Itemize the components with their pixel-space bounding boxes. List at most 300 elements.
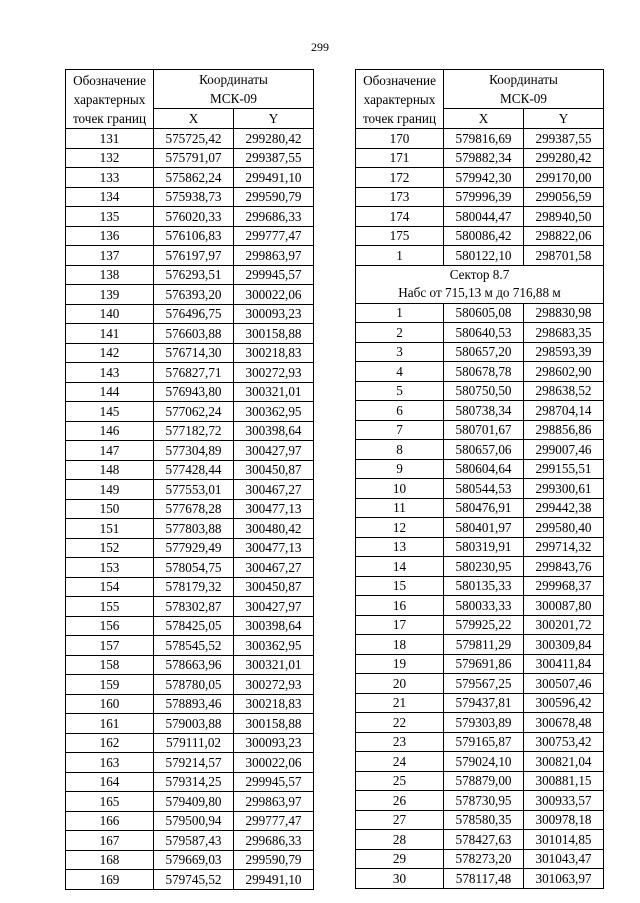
point-number-cell: 173 <box>356 187 444 207</box>
point-number-cell: 149 <box>66 480 154 500</box>
x-coordinate-cell: 579165,87 <box>444 732 524 752</box>
x-coordinate-cell: 580033,33 <box>444 596 524 616</box>
x-coordinate-cell: 576827,71 <box>154 363 234 383</box>
y-coordinate-cell: 299863,97 <box>234 792 314 812</box>
y-coordinate-cell: 299686,33 <box>234 207 314 227</box>
x-coordinate-cell: 576943,80 <box>154 382 234 402</box>
y-coordinate-cell: 299590,79 <box>234 850 314 870</box>
table-row <box>66 538 314 558</box>
x-coordinate-cell: 576714,30 <box>154 343 234 363</box>
point-number-cell: 131 <box>66 129 154 149</box>
x-coordinate-cell: 578054,75 <box>154 558 234 578</box>
x-coordinate-cell: 576020,33 <box>154 207 234 227</box>
x-coordinate-cell: 580750,50 <box>444 381 524 401</box>
x-coordinate-cell: 579003,88 <box>154 714 234 734</box>
x-coordinate-cell: 578730,95 <box>444 791 524 811</box>
x-coordinate-cell: 579745,52 <box>154 870 234 890</box>
y-coordinate-cell: 299491,10 <box>234 168 314 188</box>
point-number-cell: 1 <box>356 303 444 323</box>
y-coordinate-cell: 300309,84 <box>524 635 604 655</box>
x-coordinate-cell: 580678,78 <box>444 362 524 382</box>
y-coordinate-cell: 300321,01 <box>234 655 314 675</box>
y-coordinate-cell: 300362,95 <box>234 402 314 422</box>
point-number-cell: 18 <box>356 635 444 655</box>
point-number-cell: 147 <box>66 441 154 461</box>
y-coordinate-cell: 300398,64 <box>234 616 314 636</box>
x-coordinate-cell: 576197,97 <box>154 246 234 266</box>
point-number-cell: 132 <box>66 148 154 168</box>
point-number-cell: 175 <box>356 226 444 246</box>
x-coordinate-cell: 576496,75 <box>154 304 234 324</box>
point-number-cell: 14 <box>356 557 444 577</box>
y-coordinate-cell: 300881,15 <box>524 771 604 791</box>
table-row <box>356 303 604 323</box>
table-row <box>66 207 314 227</box>
point-number-cell: 10 <box>356 479 444 499</box>
table-row <box>66 402 314 422</box>
point-number-cell: 148 <box>66 460 154 480</box>
point-number-cell: 155 <box>66 597 154 617</box>
point-number-cell: 7 <box>356 420 444 440</box>
y-coordinate-cell: 300321,01 <box>234 382 314 402</box>
x-coordinate-cell: 579816,69 <box>444 129 524 149</box>
header-point-label <box>66 70 154 129</box>
x-coordinate-cell: 579500,94 <box>154 811 234 831</box>
header-coordinates <box>444 70 604 109</box>
y-coordinate-cell: 300093,23 <box>234 304 314 324</box>
table-row <box>66 441 314 461</box>
point-number-cell: 140 <box>66 304 154 324</box>
table-row <box>66 265 314 285</box>
point-number-cell: 165 <box>66 792 154 812</box>
table-row <box>66 577 314 597</box>
point-number-cell: 146 <box>66 421 154 441</box>
table-row <box>356 187 604 207</box>
table-row <box>356 752 604 772</box>
y-coordinate-cell: 300272,93 <box>234 363 314 383</box>
table-row <box>66 246 314 266</box>
y-coordinate-cell: 300753,42 <box>524 732 604 752</box>
point-number-cell: 1 <box>356 246 444 266</box>
x-coordinate-cell: 580044,47 <box>444 207 524 227</box>
point-number-cell: 23 <box>356 732 444 752</box>
y-coordinate-cell: 299280,42 <box>524 148 604 168</box>
point-number-cell: 137 <box>66 246 154 266</box>
table-row <box>356 168 604 188</box>
y-coordinate-cell: 298830,98 <box>524 303 604 323</box>
point-number-cell: 159 <box>66 675 154 695</box>
table-row <box>356 596 604 616</box>
table-row <box>66 343 314 363</box>
point-number-cell: 152 <box>66 538 154 558</box>
table-row <box>66 129 314 149</box>
table-row <box>356 810 604 830</box>
x-coordinate-cell: 580604,64 <box>444 459 524 479</box>
y-coordinate-cell: 299590,79 <box>234 187 314 207</box>
y-coordinate-cell: 301043,47 <box>524 849 604 869</box>
x-coordinate-cell: 576603,88 <box>154 324 234 344</box>
point-number-cell: 5 <box>356 381 444 401</box>
table-row <box>356 440 604 460</box>
left-table-body <box>66 129 314 890</box>
y-coordinate-cell: 300022,06 <box>234 753 314 773</box>
table-row <box>66 187 314 207</box>
table-row <box>66 324 314 344</box>
sector-cell <box>356 265 604 303</box>
table-row <box>356 732 604 752</box>
point-number-cell: 166 <box>66 811 154 831</box>
right-coordinates-table <box>355 69 604 889</box>
table-row <box>66 694 314 714</box>
x-coordinate-cell: 579925,22 <box>444 615 524 635</box>
y-coordinate-cell: 300450,87 <box>234 577 314 597</box>
x-coordinate-cell: 578580,35 <box>444 810 524 830</box>
point-number-cell: 28 <box>356 830 444 850</box>
y-coordinate-cell: 299580,40 <box>524 518 604 538</box>
point-number-cell: 170 <box>356 129 444 149</box>
x-coordinate-cell: 580657,20 <box>444 342 524 362</box>
x-coordinate-cell: 577182,72 <box>154 421 234 441</box>
table-row <box>356 381 604 401</box>
point-number-cell: 22 <box>356 713 444 733</box>
table-row <box>356 459 604 479</box>
point-number-cell: 20 <box>356 674 444 694</box>
point-number-cell: 172 <box>356 168 444 188</box>
point-number-cell: 154 <box>66 577 154 597</box>
header-label-line: точек границ <box>362 110 437 126</box>
y-coordinate-cell: 299777,47 <box>234 811 314 831</box>
y-coordinate-cell: 300201,72 <box>524 615 604 635</box>
table-row <box>66 148 314 168</box>
header-coords-line: Координаты <box>489 72 558 87</box>
x-coordinate-cell: 580319,91 <box>444 537 524 557</box>
y-coordinate-cell: 300411,84 <box>524 654 604 674</box>
y-coordinate-cell: 298856,86 <box>524 420 604 440</box>
point-number-cell: 162 <box>66 733 154 753</box>
x-coordinate-cell: 580640,53 <box>444 323 524 343</box>
header-coords-line: Координаты <box>199 72 268 87</box>
y-coordinate-cell: 299170,00 <box>524 168 604 188</box>
y-coordinate-cell: 299968,37 <box>524 576 604 596</box>
y-coordinate-cell: 300362,95 <box>234 636 314 656</box>
y-coordinate-cell: 299945,57 <box>234 772 314 792</box>
x-coordinate-cell: 578780,05 <box>154 675 234 695</box>
table-row <box>356 791 604 811</box>
x-coordinate-cell: 575725,42 <box>154 129 234 149</box>
table-row <box>66 870 314 890</box>
table-row <box>66 655 314 675</box>
y-coordinate-cell: 300467,27 <box>234 558 314 578</box>
x-coordinate-cell: 578663,96 <box>154 655 234 675</box>
y-coordinate-cell: 299863,97 <box>234 246 314 266</box>
table-row <box>66 850 314 870</box>
point-number-cell: 13 <box>356 537 444 557</box>
header-label-line: Обозначение <box>363 72 436 88</box>
table-row <box>356 635 604 655</box>
point-number-cell: 134 <box>66 187 154 207</box>
x-coordinate-cell: 575862,24 <box>154 168 234 188</box>
x-coordinate-cell: 579811,29 <box>444 635 524 655</box>
y-coordinate-cell: 300218,83 <box>234 343 314 363</box>
header-point-label <box>356 70 444 129</box>
table-row <box>66 753 314 773</box>
point-number-cell: 156 <box>66 616 154 636</box>
point-number-cell: 24 <box>356 752 444 772</box>
y-coordinate-cell: 300507,46 <box>524 674 604 694</box>
point-number-cell: 135 <box>66 207 154 227</box>
point-number-cell: 157 <box>66 636 154 656</box>
sector-subtitle: Набс от 715,13 м до 716,88 м <box>398 285 561 300</box>
table-row <box>356 323 604 343</box>
table-row <box>66 811 314 831</box>
point-number-cell: 150 <box>66 499 154 519</box>
point-number-cell: 153 <box>66 558 154 578</box>
point-number-cell: 171 <box>356 148 444 168</box>
table-row <box>356 713 604 733</box>
x-coordinate-cell: 579314,25 <box>154 772 234 792</box>
point-number-cell: 12 <box>356 518 444 538</box>
header-coords-line: МСК-09 <box>500 91 547 106</box>
y-coordinate-cell: 300596,42 <box>524 693 604 713</box>
point-number-cell: 9 <box>356 459 444 479</box>
point-number-cell: 3 <box>356 342 444 362</box>
x-coordinate-cell: 579214,57 <box>154 753 234 773</box>
y-coordinate-cell: 300398,64 <box>234 421 314 441</box>
y-coordinate-cell: 298683,35 <box>524 323 604 343</box>
table-row <box>66 831 314 851</box>
table-row <box>356 362 604 382</box>
right-table-body-top <box>356 129 604 266</box>
point-number-cell: 21 <box>356 693 444 713</box>
y-coordinate-cell: 300022,06 <box>234 285 314 305</box>
point-number-cell: 27 <box>356 810 444 830</box>
x-coordinate-cell: 579111,02 <box>154 733 234 753</box>
x-coordinate-cell: 577553,01 <box>154 480 234 500</box>
point-number-cell: 11 <box>356 498 444 518</box>
table-row <box>66 168 314 188</box>
x-coordinate-cell: 580401,97 <box>444 518 524 538</box>
y-coordinate-cell: 299056,59 <box>524 187 604 207</box>
y-coordinate-cell: 300467,27 <box>234 480 314 500</box>
x-coordinate-cell: 579996,39 <box>444 187 524 207</box>
point-number-cell: 6 <box>356 401 444 421</box>
y-coordinate-cell: 300480,42 <box>234 519 314 539</box>
y-coordinate-cell: 300158,88 <box>234 324 314 344</box>
left-coordinates-table <box>65 69 314 890</box>
header-y: Y <box>524 109 604 129</box>
x-coordinate-cell: 578425,05 <box>154 616 234 636</box>
point-number-cell: 158 <box>66 655 154 675</box>
x-coordinate-cell: 579942,30 <box>444 168 524 188</box>
point-number-cell: 160 <box>66 694 154 714</box>
x-coordinate-cell: 580086,42 <box>444 226 524 246</box>
table-row <box>66 480 314 500</box>
y-coordinate-cell: 299491,10 <box>234 870 314 890</box>
table-row <box>356 693 604 713</box>
header-y: Y <box>234 109 314 129</box>
table-row <box>66 382 314 402</box>
y-coordinate-cell: 300821,04 <box>524 752 604 772</box>
header-x: X <box>154 109 234 129</box>
y-coordinate-cell: 301014,85 <box>524 830 604 850</box>
x-coordinate-cell: 578117,48 <box>444 869 524 889</box>
table-row <box>356 576 604 596</box>
point-number-cell: 25 <box>356 771 444 791</box>
header-label-line: характерных <box>363 91 436 107</box>
x-coordinate-cell: 580701,67 <box>444 420 524 440</box>
x-coordinate-cell: 580476,91 <box>444 498 524 518</box>
y-coordinate-cell: 298701,58 <box>524 246 604 266</box>
y-coordinate-cell: 299777,47 <box>234 226 314 246</box>
point-number-cell: 30 <box>356 869 444 889</box>
point-number-cell: 143 <box>66 363 154 383</box>
table-row <box>66 304 314 324</box>
x-coordinate-cell: 580738,34 <box>444 401 524 421</box>
y-coordinate-cell: 300087,80 <box>524 596 604 616</box>
x-coordinate-cell: 580544,53 <box>444 479 524 499</box>
point-number-cell: 26 <box>356 791 444 811</box>
x-coordinate-cell: 578879,00 <box>444 771 524 791</box>
header-x: X <box>444 109 524 129</box>
table-row <box>66 499 314 519</box>
y-coordinate-cell: 298593,39 <box>524 342 604 362</box>
x-coordinate-cell: 579024,10 <box>444 752 524 772</box>
table-row <box>66 226 314 246</box>
y-coordinate-cell: 300477,13 <box>234 499 314 519</box>
x-coordinate-cell: 577062,24 <box>154 402 234 422</box>
x-coordinate-cell: 576293,51 <box>154 265 234 285</box>
point-number-cell: 19 <box>356 654 444 674</box>
y-coordinate-cell: 300218,83 <box>234 694 314 714</box>
point-number-cell: 2 <box>356 323 444 343</box>
x-coordinate-cell: 579669,03 <box>154 850 234 870</box>
table-row <box>356 615 604 635</box>
point-number-cell: 168 <box>66 850 154 870</box>
table-row <box>356 148 604 168</box>
table-row <box>356 869 604 889</box>
point-number-cell: 142 <box>66 343 154 363</box>
x-coordinate-cell: 577929,49 <box>154 538 234 558</box>
right-table-body-bottom <box>356 303 604 888</box>
table-row <box>356 226 604 246</box>
point-number-cell: 138 <box>66 265 154 285</box>
x-coordinate-cell: 576106,83 <box>154 226 234 246</box>
x-coordinate-cell: 577678,28 <box>154 499 234 519</box>
point-number-cell: 16 <box>356 596 444 616</box>
point-number-cell: 136 <box>66 226 154 246</box>
table-row <box>356 401 604 421</box>
x-coordinate-cell: 579303,89 <box>444 713 524 733</box>
header-label-line: Обозначение <box>73 72 146 88</box>
y-coordinate-cell: 299387,55 <box>524 129 604 149</box>
point-number-cell: 139 <box>66 285 154 305</box>
point-number-cell: 145 <box>66 402 154 422</box>
table-row <box>66 597 314 617</box>
table-row <box>66 675 314 695</box>
y-coordinate-cell: 299945,57 <box>234 265 314 285</box>
x-coordinate-cell: 575938,73 <box>154 187 234 207</box>
table-row <box>66 421 314 441</box>
x-coordinate-cell: 578273,20 <box>444 849 524 869</box>
table-row <box>66 616 314 636</box>
table-row <box>356 129 604 149</box>
x-coordinate-cell: 578302,87 <box>154 597 234 617</box>
table-row <box>356 557 604 577</box>
point-number-cell: 144 <box>66 382 154 402</box>
y-coordinate-cell: 299686,33 <box>234 831 314 851</box>
x-coordinate-cell: 580135,33 <box>444 576 524 596</box>
table-row <box>66 636 314 656</box>
table-row <box>356 518 604 538</box>
y-coordinate-cell: 301063,97 <box>524 869 604 889</box>
point-number-cell: 164 <box>66 772 154 792</box>
header-label-line: точек границ <box>72 110 147 126</box>
table-row <box>356 207 604 227</box>
y-coordinate-cell: 299714,32 <box>524 537 604 557</box>
y-coordinate-cell: 299280,42 <box>234 129 314 149</box>
table-row <box>66 285 314 305</box>
table-row <box>66 558 314 578</box>
table-row <box>356 342 604 362</box>
point-number-cell: 29 <box>356 849 444 869</box>
x-coordinate-cell: 575791,07 <box>154 148 234 168</box>
page-number: 299 <box>311 40 329 54</box>
x-coordinate-cell: 579587,43 <box>154 831 234 851</box>
y-coordinate-cell: 299007,46 <box>524 440 604 460</box>
sector-row <box>356 265 604 303</box>
x-coordinate-cell: 580605,08 <box>444 303 524 323</box>
sector-title: Сектор 8.7 <box>449 267 510 282</box>
point-number-cell: 163 <box>66 753 154 773</box>
point-number-cell: 17 <box>356 615 444 635</box>
header-coords-line: МСК-09 <box>210 91 257 106</box>
table-row <box>356 830 604 850</box>
x-coordinate-cell: 577304,89 <box>154 441 234 461</box>
y-coordinate-cell: 299843,76 <box>524 557 604 577</box>
x-coordinate-cell: 579691,86 <box>444 654 524 674</box>
y-coordinate-cell: 300158,88 <box>234 714 314 734</box>
table-row <box>356 674 604 694</box>
header-coordinates <box>154 70 314 109</box>
y-coordinate-cell: 298602,90 <box>524 362 604 382</box>
table-row <box>356 479 604 499</box>
point-number-cell: 4 <box>356 362 444 382</box>
point-number-cell: 8 <box>356 440 444 460</box>
table-row <box>356 420 604 440</box>
table-row <box>66 733 314 753</box>
x-coordinate-cell: 577428,44 <box>154 460 234 480</box>
table-row <box>356 246 604 266</box>
table-row <box>356 537 604 557</box>
y-coordinate-cell: 300978,18 <box>524 810 604 830</box>
table-row <box>66 519 314 539</box>
x-coordinate-cell: 578427,63 <box>444 830 524 850</box>
x-coordinate-cell: 580230,95 <box>444 557 524 577</box>
x-coordinate-cell: 578545,52 <box>154 636 234 656</box>
y-coordinate-cell: 300678,48 <box>524 713 604 733</box>
table-row <box>66 363 314 383</box>
y-coordinate-cell: 300933,57 <box>524 791 604 811</box>
table-row <box>66 714 314 734</box>
table-row <box>356 498 604 518</box>
y-coordinate-cell: 300427,97 <box>234 441 314 461</box>
point-number-cell: 15 <box>356 576 444 596</box>
point-number-cell: 151 <box>66 519 154 539</box>
table-row <box>66 460 314 480</box>
point-number-cell: 133 <box>66 168 154 188</box>
point-number-cell: 167 <box>66 831 154 851</box>
y-coordinate-cell: 298822,06 <box>524 226 604 246</box>
